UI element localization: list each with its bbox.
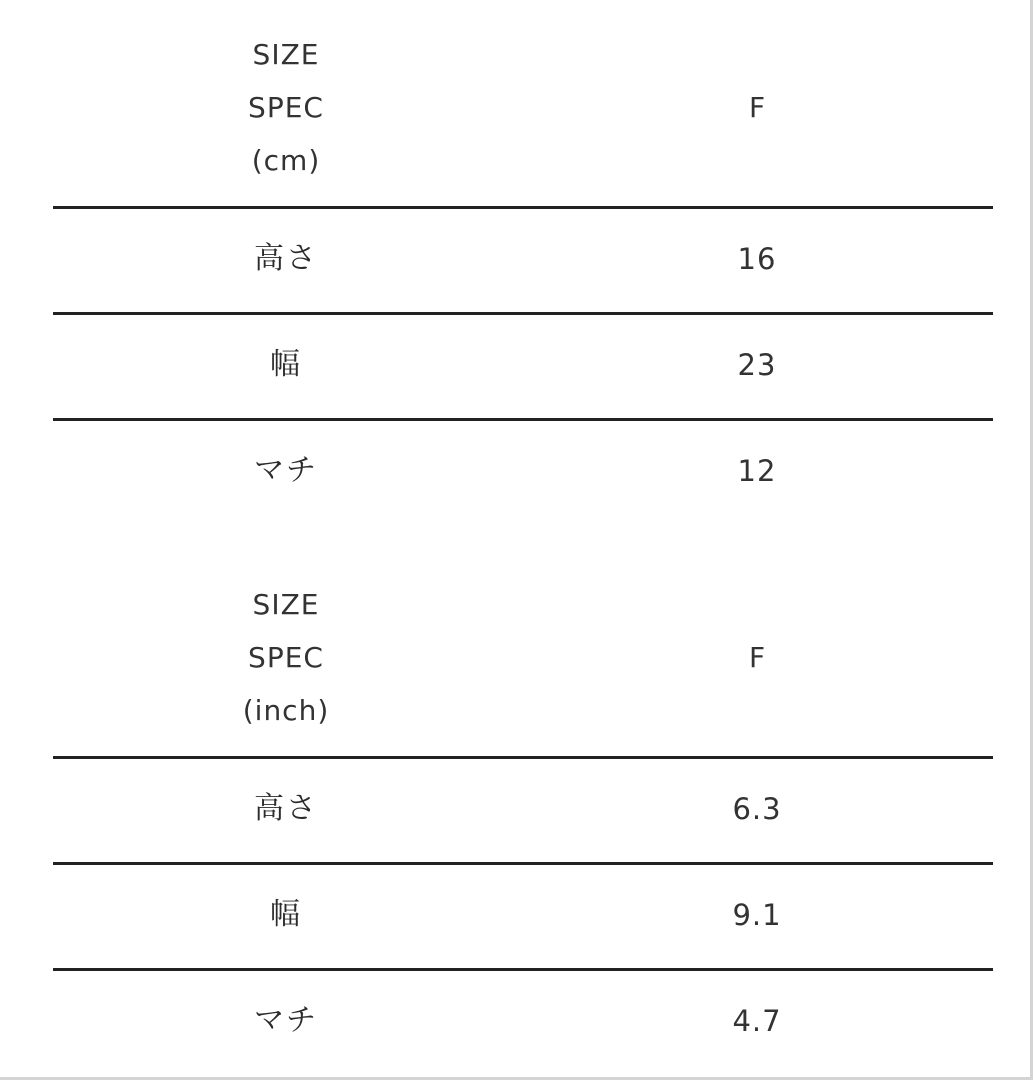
size-spec-table-inch — [53, 578, 993, 1074]
table-row — [53, 209, 993, 315]
size-spec-table-cm — [53, 28, 993, 524]
row-label: 幅 — [270, 897, 302, 932]
row-label: 幅 — [270, 347, 302, 382]
row-label: マチ — [254, 1003, 318, 1038]
table-row — [53, 421, 993, 524]
header-label-line: SIZE — [252, 588, 320, 621]
row-value: 12 — [737, 454, 777, 488]
size-column-header: F — [748, 641, 766, 674]
header-label-line: SIZE — [252, 38, 320, 71]
header-label-line: SPEC — [248, 641, 324, 674]
row-label: マチ — [254, 453, 318, 488]
row-label: 高さ — [254, 241, 318, 276]
header-label-line: (cm) — [251, 144, 321, 177]
table-row — [53, 315, 993, 421]
size-spec-header-label — [226, 578, 346, 737]
table-row — [53, 865, 993, 971]
size-spec-header-label — [226, 28, 346, 187]
header-label-line: (inch) — [242, 694, 330, 727]
row-label: 高さ — [254, 791, 318, 826]
table-row — [53, 971, 993, 1074]
header-label-line: SPEC — [248, 91, 324, 124]
row-value: 9.1 — [732, 898, 782, 932]
row-value: 4.7 — [732, 1004, 782, 1038]
table-header-row — [53, 28, 993, 209]
row-value: 23 — [737, 348, 777, 382]
table-row — [53, 759, 993, 865]
size-column-header: F — [748, 91, 766, 124]
table-header-row — [53, 578, 993, 759]
row-value: 6.3 — [732, 792, 782, 826]
row-value: 16 — [737, 242, 777, 276]
